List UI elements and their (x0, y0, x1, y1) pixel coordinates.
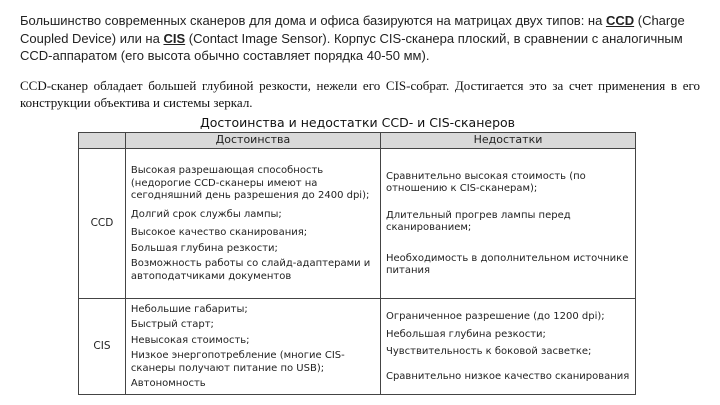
ccd-row (79, 149, 636, 299)
cis-pros-cell (125, 299, 380, 395)
cis-pro-item: Низкое энергопотребление (многие CIS-сканеры получают питание по USB); (130, 350, 345, 374)
ccd-con-item: Необходимость в дополнительном источнике питания (385, 252, 629, 276)
intro-text-1: Большинство современных сканеров для дома и офиса базируются на матрицах двух типов: на (20, 13, 606, 28)
ccd-pro-item: Долгий срок службы лампы; (130, 208, 282, 220)
header-row (79, 133, 636, 149)
pros-header: Достоинства (125, 133, 380, 149)
ccd-pro-item: Высокая разрешающая способность (недорогие CCD-сканеры имеют на сегодняшний день разрешения до 2400 dpi); (130, 165, 370, 201)
ccd-cons-cell (380, 149, 635, 299)
cis-con-item: Чувствительность к боковой засветке; (385, 346, 592, 357)
cons-header: Недостатки (380, 133, 635, 149)
intro-paragraph (20, 12, 700, 65)
ccd-pro-item: Большая глубина резкости; (130, 242, 278, 254)
ccd-pro-item: Возможность работы со слайд-адаптерами и автоподатчиками документов (130, 258, 371, 282)
ccd-depth-paragraph: CCD-сканер обладает большей глубиной резкости, нежели его CIS-собрат. Достигается это за счет применения в его конструкции объектива и системы зеркал. (20, 78, 700, 110)
cis-label: CIS (79, 299, 126, 395)
corner-cell (79, 133, 126, 149)
intro-text-2: (Charge Coupled Device) или на (20, 13, 685, 46)
ccd-con-item: Длительный прогрев лампы перед сканированием; (385, 209, 571, 233)
cis-pro-item: Автономность (130, 378, 206, 389)
table-title: Достоинства и недостатки CCD- и CIS-сканеров (199, 115, 516, 130)
intro-text-3: (Contact Image Sensor). Корпус CIS-сканера плоский, в сравнении с аналогичным CCD-аппаратом (его высота обычно составляет порядка 40-50 мм). (20, 30, 683, 63)
cis-con-item: Ограниченное разрешение (до 1200 dpi); (385, 311, 605, 322)
cis-con-item: Небольшая глубина резкости; (385, 328, 546, 340)
cis-pro-item: Небольшие габариты; (130, 303, 248, 315)
cis-pro-item: Невысокая стоимость; (130, 334, 250, 346)
ccd-label: CCD (79, 149, 126, 299)
ccd-pro-item: Высокое качество сканирования; (130, 227, 308, 238)
cis-pro-item: Быстрый старт; (130, 319, 214, 330)
comparison-table (78, 132, 636, 395)
cis-con-item: Сравнительно низкое качество сканирования (385, 370, 630, 382)
ccd-con-item: Сравнительно высокая стоимость (по отношению к CIS-сканерам); (385, 170, 586, 194)
cis-cons-cell (380, 299, 635, 395)
ccd-term: CCD (605, 13, 635, 28)
cis-row (79, 299, 636, 395)
ccd-pros-cell (125, 149, 380, 299)
cis-term: CIS (163, 30, 186, 46)
